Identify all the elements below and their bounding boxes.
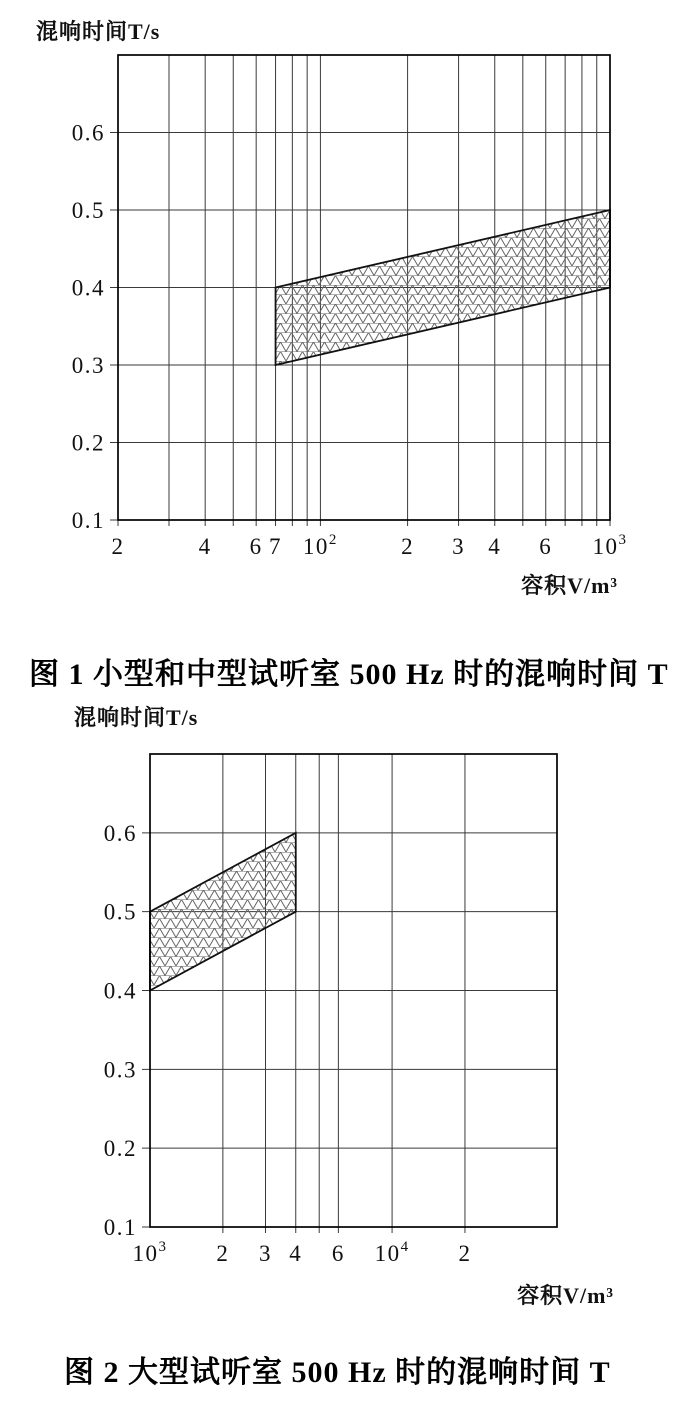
svg-text:6: 6 [331,1241,345,1266]
svg-text:0.4: 0.4 [71,275,105,301]
svg-text:6: 6 [249,534,263,559]
svg-text:0.1: 0.1 [103,1215,137,1240]
svg-text:0.2: 0.2 [71,430,105,456]
svg-text:0.3: 0.3 [71,353,105,378]
svg-text:0.3: 0.3 [103,1057,137,1083]
fig1-caption: 图 1 小型和中型试听室 500 Hz 时的混响时间 T [29,658,669,691]
svg-text:0.6: 0.6 [103,820,137,846]
fig2-y-axis-title: 混响时间T/s [74,705,199,730]
svg-text:0.2: 0.2 [103,1136,137,1162]
svg-text:7: 7 [269,534,283,559]
x-tick-labels [133,1239,472,1266]
svg-text:4: 4 [198,534,212,559]
fig1-y-axis-title: 混响时间T/s [36,19,161,44]
svg-text:3: 3 [259,1241,273,1266]
svg-text:0.4: 0.4 [103,978,137,1004]
svg-text:102: $10^2$ [302,532,338,559]
svg-text:6: 6 [539,534,553,559]
svg-text:103: $10^3$ [132,1239,168,1266]
grid-lines [142,754,557,1233]
x-tick-labels [112,532,628,559]
svg-text:0.1: 0.1 [71,508,105,533]
svg-text:0.6: 0.6 [71,120,105,146]
fig1-reverberation-chart [0,0,677,615]
svg-text:4: 4 [289,1241,303,1266]
svg-text:0.5: 0.5 [71,198,105,223]
fig1-x-axis-title: 容积V/m³ [521,573,618,598]
svg-text:2: 2 [111,534,125,559]
svg-text:3: 3 [452,534,466,559]
svg-text:2: 2 [216,1241,230,1266]
fig2-reverberation-chart [0,700,677,1315]
y-tick-labels [104,821,137,1240]
reverberation-time-allowed-range [276,210,610,365]
svg-text:104: $10^4$ [374,1239,410,1266]
svg-text:2: 2 [401,534,415,559]
svg-text:4: 4 [488,534,502,559]
y-tick-labels [72,121,105,534]
svg-text:0.5: 0.5 [103,899,137,925]
svg-text:2: 2 [458,1241,472,1266]
fig2-caption: 图 2 大型试听室 500 Hz 时的混响时间 T [64,1356,611,1389]
fig2-x-axis-title: 容积V/m³ [517,1283,614,1308]
svg-text:103: $10^3$ [592,532,628,559]
